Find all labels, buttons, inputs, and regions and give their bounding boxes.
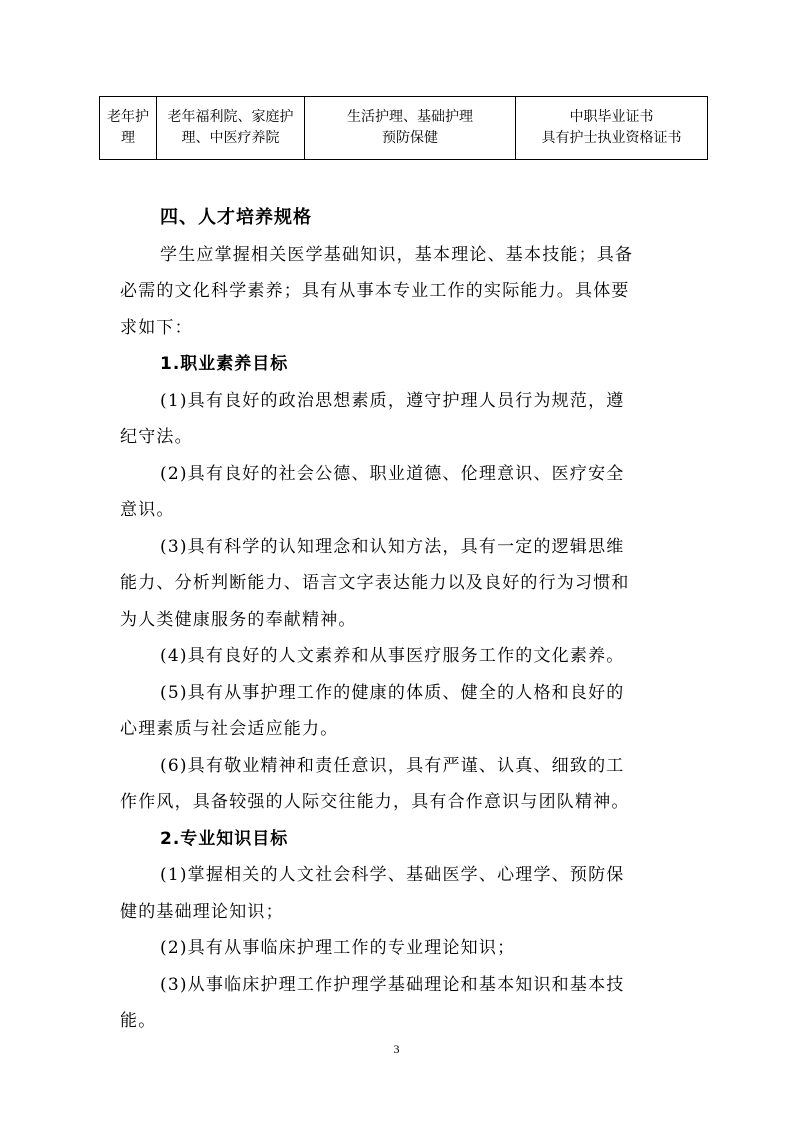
document-body — [120, 200, 675, 1040]
list-item — [120, 675, 675, 748]
list-item — [120, 930, 675, 967]
cell-text: 老年护 — [107, 109, 149, 125]
cell-text: 老年福利院、家庭护 — [167, 109, 294, 125]
list-item — [120, 967, 675, 1040]
paragraph-line: 纪守法。 — [120, 427, 193, 447]
cell-text: 中职毕业证书 — [569, 109, 654, 125]
paragraph-line: 健的基础理论知识； — [120, 901, 284, 922]
section-heading: 四、人才培养规格 — [160, 207, 312, 228]
table-row — [100, 97, 708, 160]
list-item — [120, 638, 675, 675]
paragraph-line: 心理素质与社会适应能力。 — [120, 719, 339, 739]
paragraph-line: 求如下： — [120, 317, 193, 338]
certificates-cell — [516, 97, 708, 160]
intro-paragraph — [120, 237, 675, 347]
paragraph-line: (3)从事临床护理工作护理学基础理论和基本知识和基本技 — [160, 974, 625, 995]
cell-text: 预防保健 — [382, 130, 438, 146]
cell-text: 具有护士执业资格证书 — [541, 130, 682, 146]
job-table-container — [99, 96, 707, 160]
paragraph-line: 意识。 — [120, 500, 175, 520]
paragraph-line: (6)具有敬业精神和责任意识，具有严谨、认真、细致的工 — [160, 755, 625, 776]
paragraph-line: 能。 — [120, 1011, 157, 1031]
list-item — [120, 456, 675, 529]
paragraph-line: (2)具有良好的社会公德、职业道德、伦理意识、医疗安全 — [160, 463, 625, 484]
work-content-cell — [305, 97, 516, 160]
sub-heading-professional-quality: 1.职业素养目标 — [160, 354, 289, 374]
list-item — [120, 857, 675, 930]
cell-text: 理 — [121, 130, 135, 146]
paragraph-line: 必需的文化科学素养；具有从事本专业工作的实际能力。具体要 — [120, 281, 630, 301]
cell-text: 生活护理、基础护理 — [347, 109, 473, 125]
paragraph-line: (2)具有从事临床护理工作的专业理论知识； — [160, 938, 516, 958]
list-item — [120, 383, 675, 456]
cell-text: 理、中医疗养院 — [181, 130, 280, 146]
paragraph-line: 为人类健康服务的奉献精神。 — [120, 609, 357, 630]
job-table — [99, 96, 708, 160]
paragraph-line: (1)掌握相关的人文社会科学、基础医学、心理学、预防保 — [160, 865, 625, 885]
paragraph-line: 作作风，具备较强的人际交往能力，具有合作意识与团队精神。 — [120, 792, 630, 812]
paragraph-line: (1)具有良好的政治思想素质，遵守护理人员行为规范，遵 — [160, 390, 625, 411]
list-item — [120, 748, 675, 821]
list-item — [120, 529, 675, 639]
paragraph-line: (3)具有科学的认知理念和认知方法，具有一定的逻辑思维 — [160, 536, 625, 557]
paragraph-line: (4)具有良好的人文素养和从事医疗服务工作的文化素养。 — [160, 646, 625, 666]
position-name-cell — [100, 97, 157, 160]
paragraph-line: (5)具有从事护理工作的健康的体质、健全的人格和良好的 — [160, 682, 625, 703]
paragraph-line: 能力、分析判断能力、语言文字表达能力以及良好的行为习惯和 — [120, 573, 630, 593]
workplaces-cell — [157, 97, 305, 160]
sub-heading-professional-knowledge: 2.专业知识目标 — [160, 828, 289, 849]
page-number: 3 — [393, 1042, 400, 1056]
paragraph-line: 学生应掌握相关医学基础知识，基本理论、基本技能；具备 — [160, 244, 634, 265]
